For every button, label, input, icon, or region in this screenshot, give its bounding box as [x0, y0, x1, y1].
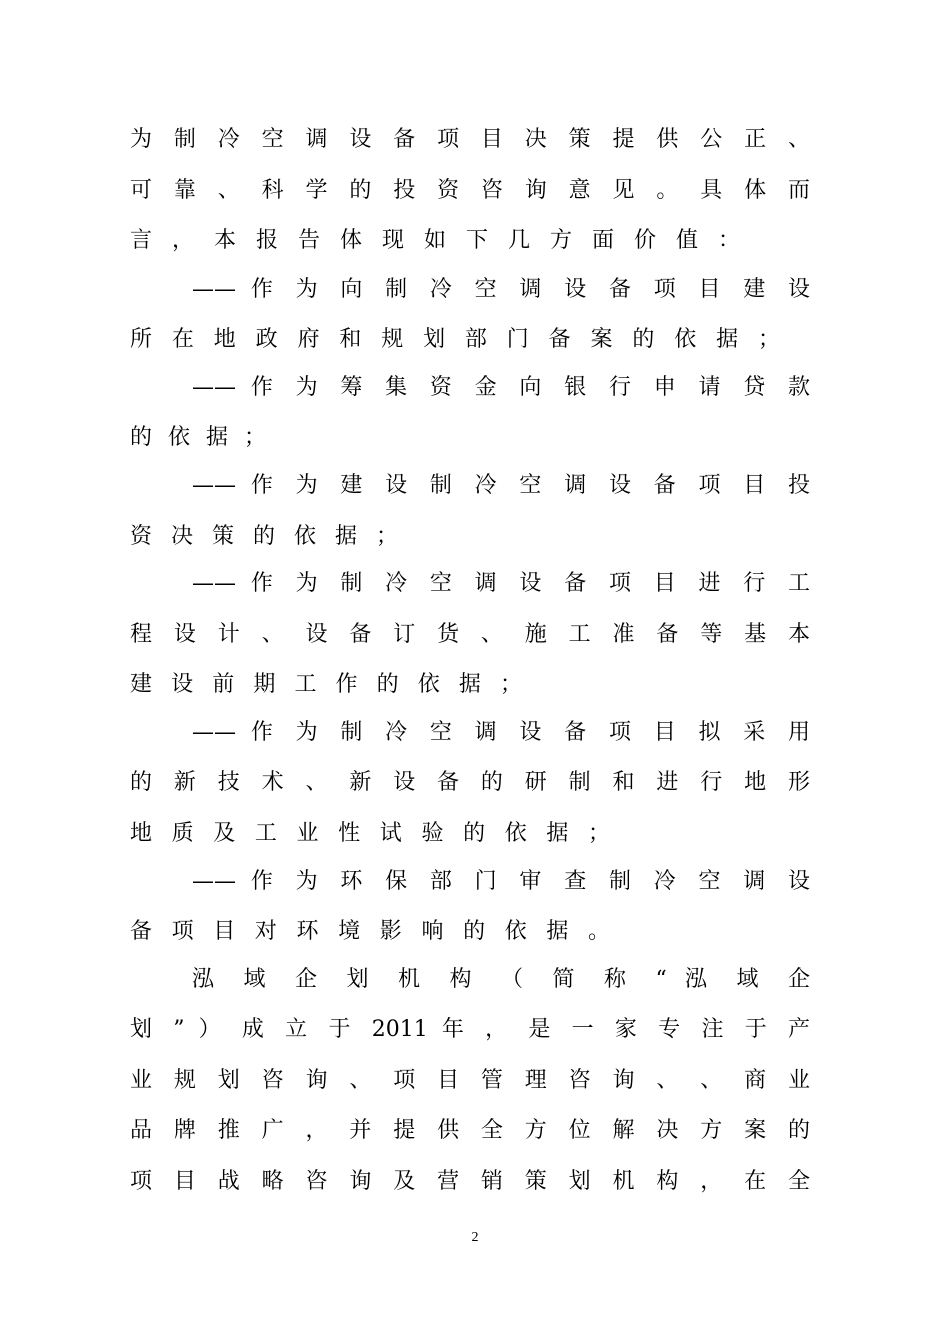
- text-line-7: 的 依 据 ；: [130, 425, 266, 450]
- text-line-20: 业 规 划 咨 询 、 项 目 管 理 咨 询 、 、 商 业: [130, 1068, 810, 1093]
- text-line-3: 言 ， 本 报 告 体 现 如 下 几 方 面 价 值 ：: [130, 228, 740, 253]
- text-line-18: 泓 域 企 划 机 构 （ 简 称 “ 泓 域 企: [192, 967, 810, 992]
- page-number: 2: [471, 1230, 479, 1245]
- text-line-5: 所 在 地 政 府 和 规 划 部 门 备 案 的 依 据 ；: [130, 327, 780, 352]
- text-line-6: —— 作 为 筹 集 资 金 向 银 行 申 请 贷 款: [192, 375, 810, 400]
- text-line-21: 品 牌 推 广 ， 并 提 供 全 方 位 解 决 方 案 的: [130, 1118, 810, 1143]
- text-line-14: 的 新 技 术 、 新 设 备 的 研 制 和 进 行 地 形: [130, 770, 810, 795]
- text-line-17: 备 项 目 对 环 境 影 响 的 依 据 。: [130, 919, 610, 944]
- text-line-13: —— 作 为 制 冷 空 调 设 备 项 目 拟 采 用: [192, 720, 810, 745]
- text-line-11: 程 设 计 、 设 备 订 货 、 施 工 准 备 等 基 本: [130, 622, 810, 647]
- text-line-9: 资 决 策 的 依 据 ；: [130, 524, 398, 549]
- text-line-16: —— 作 为 环 保 部 门 审 查 制 冷 空 调 设: [192, 869, 810, 894]
- text-line-10: —— 作 为 制 冷 空 调 设 备 项 目 进 行 工: [192, 571, 810, 596]
- text-line-4: —— 作 为 向 制 冷 空 调 设 备 项 目 建 设: [192, 277, 810, 302]
- text-line-19: 划 ” ） 成 立 于 2011 年 ， 是 一 家 专 注 于 产: [130, 1017, 810, 1042]
- text-line-15: 地 质 及 工 业 性 试 验 的 依 据 ；: [130, 821, 610, 846]
- text-line-1: 为 制 冷 空 调 设 备 项 目 决 策 提 供 公 正 、: [130, 127, 810, 152]
- text-line-2: 可 靠 、 科 学 的 投 资 咨 询 意 见 。 具 体 而: [130, 178, 810, 203]
- text-line-8: —— 作 为 建 设 制 冷 空 调 设 备 项 目 投: [192, 473, 810, 498]
- text-line-22: 项 目 战 略 咨 询 及 营 销 策 划 机 构 ， 在 全: [130, 1169, 810, 1194]
- text-line-12: 建 设 前 期 工 作 的 依 据 ；: [130, 672, 522, 697]
